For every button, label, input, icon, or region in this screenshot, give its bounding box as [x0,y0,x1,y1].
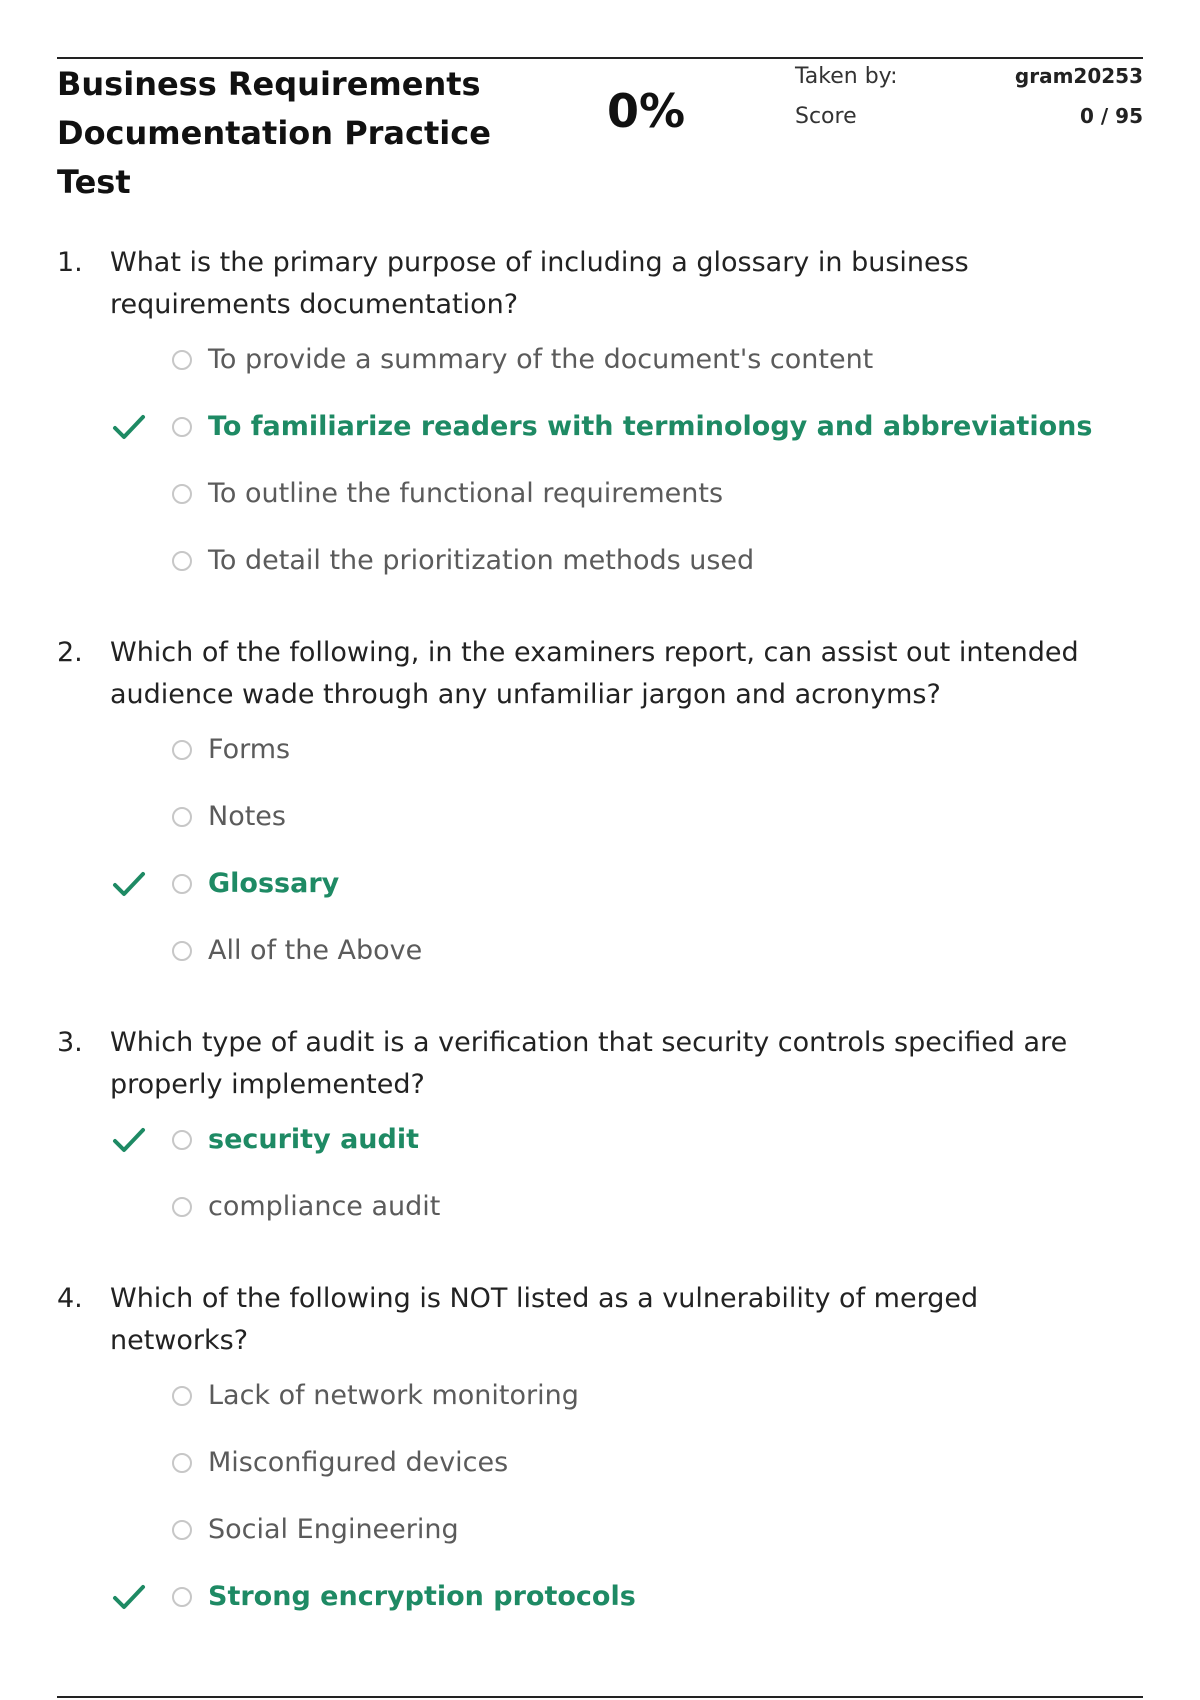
answer-label: To detail the prioritization methods used [208,545,755,576]
answer-option[interactable] [57,476,1143,543]
question-text: Which type of audit is a verification that security controls specified are properly implemented? [110,1027,1068,1100]
answer-option[interactable] [57,732,1143,799]
question-item [57,1278,1143,1646]
checkmark-icon [112,1126,146,1156]
score-label: Score [795,104,857,129]
title-line: Documentation Practice [57,114,491,152]
answer-option-correct[interactable] [57,866,1143,933]
question-header [57,242,1143,326]
radio-button[interactable] [172,807,192,827]
radio-button[interactable] [172,1587,192,1607]
answer-options [57,342,1143,610]
radio-button[interactable] [172,941,192,961]
radio-button[interactable] [172,417,192,437]
question-list [57,242,1143,1668]
answer-option[interactable] [57,1189,1143,1256]
score-percent: 0% [607,84,686,138]
answer-label: Lack of network monitoring [208,1380,579,1411]
answer-options [57,732,1143,1000]
radio-button[interactable] [172,1197,192,1217]
answer-options [57,1378,1143,1646]
question-number: 3. [57,1027,83,1058]
answer-label: compliance audit [208,1191,441,1222]
question-item [57,242,1143,610]
question-text: Which of the following, in the examiners report, can assist out intended audience wade through any unfamiliar jargon and acronyms? [110,637,1079,710]
radio-button[interactable] [172,350,192,370]
top-divider [57,57,1143,59]
radio-button[interactable] [172,484,192,504]
answer-option-correct[interactable] [57,1579,1143,1646]
radio-button[interactable] [172,1520,192,1540]
question-header [57,632,1143,716]
answer-label: Forms [208,734,291,765]
answer-option[interactable] [57,543,1143,610]
answer-label: To outline the functional requirements [208,478,724,509]
taken-by-value: gram20253 [1014,64,1143,88]
answer-option[interactable] [57,799,1143,866]
answer-option-correct[interactable] [57,1122,1143,1189]
taken-by-label: Taken by: [795,64,898,89]
answer-option[interactable] [57,1512,1143,1579]
page-title [57,60,517,207]
answer-label: Misconfigured devices [208,1447,509,1478]
checkmark-icon [112,870,146,900]
question-item [57,632,1143,1000]
question-number: 1. [57,247,83,278]
question-header [57,1022,1143,1106]
answer-label: To familiarize readers with terminology and abbreviations [208,411,1093,442]
score-value: 0 / 95 [1080,104,1143,128]
question-text: Which of the following is NOT listed as a vulnerability of merged networks? [110,1283,979,1356]
checkmark-icon [112,413,146,443]
question-text: What is the primary purpose of including a glossary in business requirements documentation? [110,247,969,320]
answer-option[interactable] [57,1445,1143,1512]
radio-button[interactable] [172,1386,192,1406]
radio-button[interactable] [172,551,192,571]
question-number: 4. [57,1283,83,1314]
answer-label: All of the Above [208,935,423,966]
question-item [57,1022,1143,1256]
checkmark-icon [112,1583,146,1613]
radio-button[interactable] [172,740,192,760]
answer-label: Social Engineering [208,1514,459,1545]
bottom-divider [57,1696,1143,1698]
answer-option[interactable] [57,933,1143,1000]
title-line: Business Requirements [57,65,481,103]
answer-label: security audit [208,1124,420,1155]
answer-options [57,1122,1143,1256]
answer-option[interactable] [57,342,1143,409]
answer-label: Strong encryption protocols [208,1581,636,1612]
question-header [57,1278,1143,1362]
radio-button[interactable] [172,1453,192,1473]
radio-button[interactable] [172,874,192,894]
answer-option-correct[interactable] [57,409,1143,476]
question-number: 2. [57,637,83,668]
answer-label: To provide a summary of the document's content [208,344,874,375]
test-header [57,60,1143,210]
answer-label: Glossary [208,868,340,899]
radio-button[interactable] [172,1130,192,1150]
title-line: Test [57,163,131,201]
answer-option[interactable] [57,1378,1143,1445]
answer-label: Notes [208,801,286,832]
